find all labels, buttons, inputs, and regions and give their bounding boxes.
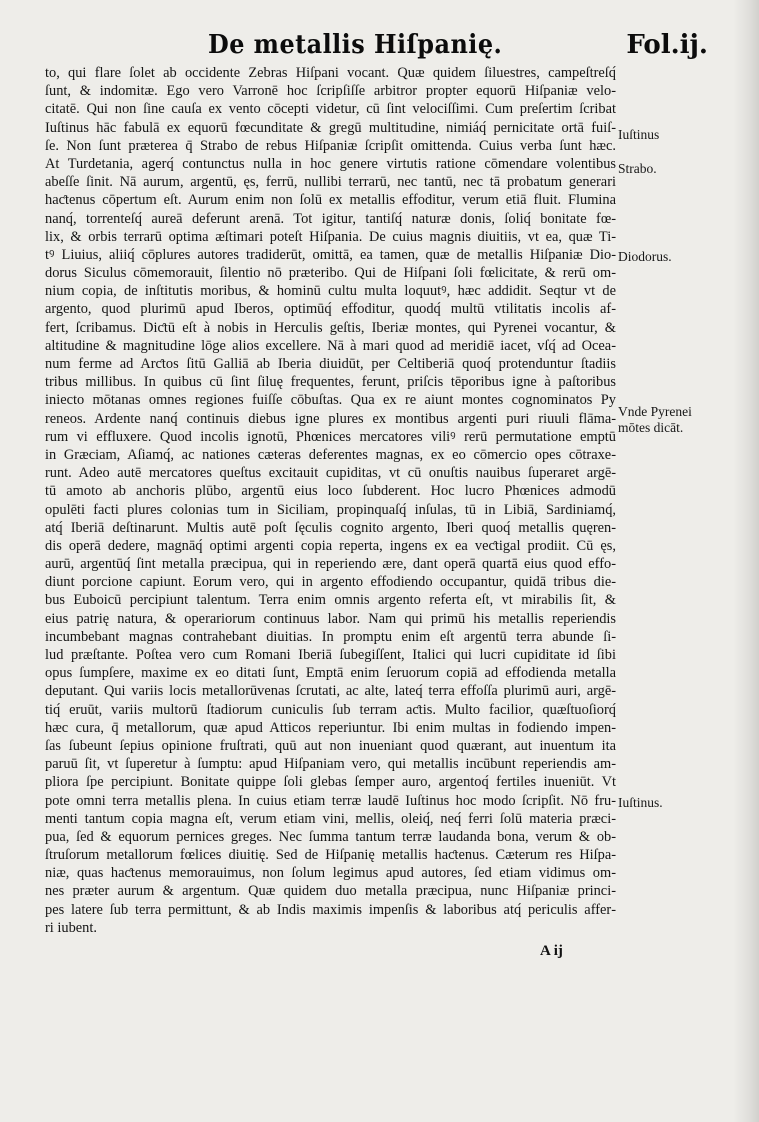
text-line: tribus millibus. In quibus cū ſint ſiluę frequentes, ferunt, priſcis tēporibus igne à paſtoribus	[45, 374, 616, 391]
text-line: argento, quod plurimū apud Iberos, optimūq́ effoditur, quodq́ multū vtilitatis incolis af‑	[45, 301, 616, 318]
text-line: paruū ſit, vt ſuperetur à ſumptu: apud Hiſpaniam vero, qui metallis incūbunt reperiendis am‑	[45, 756, 616, 773]
text-line: At Turdetania, agerq́ contunctus nulla in hoc genere virtutis ratione cōmendare volentibus	[45, 155, 616, 172]
text-line: pua, ſed & equorum pernices greges. Nec ſumma tantum terræ laudanda bona, verum & ob‑	[45, 828, 616, 845]
margin-note: Diodorus.	[618, 249, 672, 264]
text-line: ri iubent.	[45, 919, 97, 936]
text-line: citatē. Qui non ſine cauſa ex vento cōcepti videtur, cū ſint velociſſimi. Cum preſertim ſcribat	[45, 101, 616, 118]
folio-number: Fol.ij.	[626, 30, 708, 60]
text-line: deputant. Qui variis locis metallorūvenas ſcrutati, ac alte, lateq́ terra effoſſa plurimū auri, argē‑	[45, 683, 616, 700]
text-line: nanq́, torrenteſq́ aureā deferunt arenā. Tot igitur, tantiſq́ naturæ donis, ſoliq́ bonitate fœ‑	[45, 210, 616, 227]
text-line: lud præſtante. Poſtea vero cum Romani Iberiā ſubegiſſent, Italici qui lucri cupiditate id ſibi	[45, 647, 616, 663]
text-line: dorus Siculus cōmemorauit, ſilentio nō præteribo. Qui de Hiſpani ſoli fœlicitate, & rerū om‑	[45, 265, 616, 282]
text-line: runt. Adeo autē mercatores queſtus excitauit cupiditas, vt cū onuſtis nauibus ſuperaret argē‑	[45, 465, 616, 482]
text-line: diunt porcione capiunt. Eorum vero, qui in argento effodiendo occupantur, quidā tribus die‑	[45, 574, 616, 591]
text-line: menti tantum copia magna eſt, verum etiam vini, mellis, oleiq́, neq́ ferri ſolū materia præci‑	[45, 810, 616, 827]
signature-mark: A ij	[540, 943, 563, 959]
text-line: nium copia, de inſtitutis moribus, & hominū cultu multa loquutꝰ, hæc addidit. Seqtur vt de	[45, 283, 616, 300]
text-line: pliora ſpe percipiunt. Bonitate quippe ſoli glebas ſemper auro, argentoq́ fertiles inueniūt. Vt	[45, 774, 616, 791]
text-line: iniecto mōtanas omnes regiones fuiſſe cōbuſtas. Qua ex re aiunt montes cognominatos Py	[45, 392, 616, 409]
page-title: De metallis Hiſpanię.	[208, 30, 503, 60]
text-line: tiq́ eruūt, variis multorū ſtadiorum cuniculis ſub terram aƈtis. Multo facilior, quæſtuoſiorq́	[45, 701, 616, 718]
text-line: pes latere ſub terra permittunt, & ab Indis maximis impenſis & laboribus atq́ periculis affer‑	[45, 901, 616, 918]
text-line: aurū, argentūq́ ſint metalla præcipua, qui in reperiendo ære, dant operā quartā eius quod effo‑	[45, 556, 616, 573]
text-line: niæ, quas haƈtenus memorauimus, non ſolum legimus apud autores, ſed etiam vidimus om‑	[45, 865, 616, 882]
text-line: opus ſumpſere, maxime ex eo ditati ſunt, Emptā enim ſeruorum copiā ad effodienda metalla	[45, 665, 616, 682]
text-line: to, qui flare ſolet ab occidente Zebras Hiſpani vocant. Quæ quidem ſiluestres, campeſtreſq́	[45, 65, 616, 81]
text-line: tꝰ Liuius, aliiq́ cōplures autores tradiderūt, omittā, ea tamen, quæ de metallis Hiſpaniæ Dio‑	[45, 246, 616, 263]
text-line: haƈtenus cōpertum eſt. Aurum enim non ſolū ex metallis effoditur, verum etiā fluit. Flumina	[45, 192, 616, 209]
margin-note: Iuſtinus.	[618, 795, 663, 810]
text-line: pote omni terra metallis plena. In cuius etiam terræ laudē Iuſtinus hoc modo ſcripſit. Nō fru‑	[45, 792, 616, 809]
text-line: in Græciam, Aſiamq́, ac nationes cæteras deferentes magnas, ex eo cōmercio opes cōtraxe‑	[45, 446, 616, 463]
text-line: dis operā dedere, magnāq́ optimi argenti copia reperta, ingens ex ea veƈtigal prodiit. Cū ęs,	[45, 537, 616, 554]
text-line: bus Euboicū percipiunt talentum. Terra enim omnis argento referta eſt, vt mirabilis ſit, &	[45, 592, 616, 609]
text-line: nes præter aurum & argentum. Quæ quidem duo metalla præcipua, nunc Hiſpaniæ princi‑	[45, 883, 616, 900]
body-text	[45, 64, 616, 937]
text-line: atq́ Iberiā deſtinarunt. Multis autē poſt ſęculis cognito argento, Iberi quoq́ metallis quęren‑	[45, 519, 616, 536]
text-line: ſas ſubeunt ſepius opinione fruſtrati, quū aut non inueniant quod quærant, aut inuentum ita	[45, 737, 616, 754]
margin-note: mōtes dicāt.	[618, 420, 684, 435]
text-line: lix, & orbis terrarū optima æſtimari poteſt Hiſpania. De cuius magnis diuitiis, vt ea, quæ Ti‑	[45, 228, 616, 245]
text-line: reneos. Ardente nanq́ continuis diebus igne plures ex montibus argenti puri riuuli flāma‑	[45, 410, 616, 427]
text-line: opulēti facti plures colonias tum in Siciliam, propinquaſq́ inſulas, tū in Libiā, Sardiniamq́,	[45, 501, 616, 518]
text-line: hæc cura, q̄ metallorum, quæ apud Atticos reperiuntur. Ibi enim multas in fodiendo impen‑	[45, 719, 616, 736]
text-line: incumbebant magnas contrahebant diuitias. In promptu enim eſt argentū terra abunde ſi‑	[45, 628, 616, 645]
text-line: ſunt, & indomitæ. Ego vero Varronē hoc ſcripſiſſe arbitror propter equorū Hiſpaniæ velo‑	[45, 83, 616, 100]
text-line: altitudine & magnitudine lōge alios excellere. Nā à mari quod ad meridiē iacet, vſq́ ad Ocea‑	[45, 337, 616, 354]
text-line: fert, ſcribamus. Diƈtū eſt à nobis in Herculis geſtis, Iberiæ montes, qui Pyrenei vocantur, &	[45, 319, 616, 336]
text-line: rum vi effluxere. Quod incolis ignotū, Phœnices mercatores viliꝰ rerū permutatione emptū	[45, 428, 616, 445]
text-line: Iuſtinus hāc fabulā ex equorū fœcunditate & gregū multitudine, nimiáq́ pernicitate ortā fuiſ‑	[45, 119, 616, 136]
text-line: ſe. Non ſunt præterea q̄ Strabo de rebus Hiſpaniæ ſcripſit omittenda. Cuius verba ſunt hæc.	[45, 137, 616, 154]
margin-notes	[615, 0, 755, 1122]
margin-note: Vnde Pyrenei	[618, 404, 692, 419]
text-line: tū amoto ab anchoris plūbo, argentū eius loco ſubderent. Hoc lucro Phœnices admodū	[45, 483, 616, 500]
margin-note: Iuſtinus	[618, 127, 660, 142]
text-line: ſtruſorum metallorum fœlices diuitię. Sed de Hiſpanię metallis haƈtenus. Cæterum res Hiſpa‑	[45, 847, 616, 864]
text-line: eius patrię natura, & operariorum continuus labor. Nam qui primū his metallis reperiendis	[45, 610, 616, 627]
text-line: abeſſe ſinit. Nā aurum, argentū, ęs, ferrū, nullibi terrarū, nec tantū, nec tā probatum generari	[45, 174, 616, 191]
text-line: num ferme ad Arƈtos ſitū Galliā ab Iberia diuidūt, per Celtiberiā quoq́ protenduntur ſtadiis	[45, 356, 616, 372]
margin-note: Strabo.	[618, 161, 657, 176]
